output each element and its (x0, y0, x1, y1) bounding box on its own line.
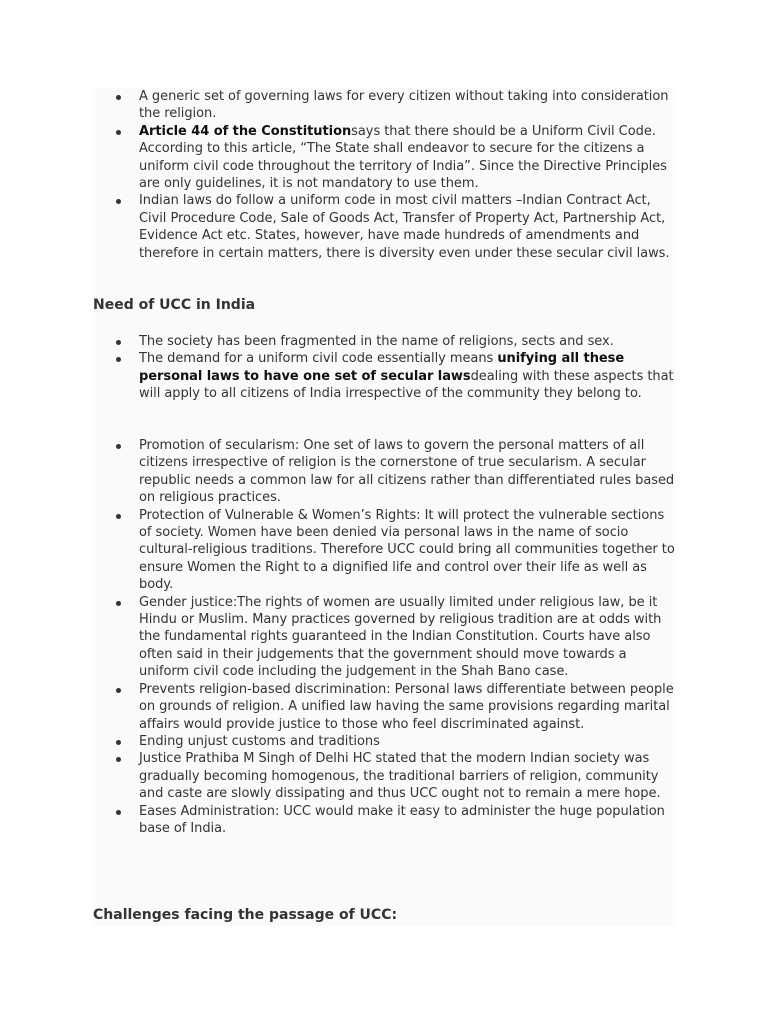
list-item (93, 123, 675, 193)
list-item-text: Prevents religion-based discrimination: Personal laws differentiate between people on grounds of religion. A unified law having the same provisions regarding marital affairs would provide justice to those who feel discriminated against. (139, 681, 674, 732)
list-item-text: Indian laws do follow a uniform code in most civil matters –Indian Contract Act, Civil Procedure Code, Sale of Goods Act, Transfer of Property Act, Partnership Act, Evidence Act etc. States, however, have made hundreds of amendments and therefore in certain matters, there is diversity even under these secular civil laws. (139, 193, 670, 261)
list-item-text: says that there should be a Uniform Civil Code. According to this article, “The State shall endeavor to secure for the citizens a uniform civil code throughout the territory of India”. Since the Directive Principles are only guidelines, it is not mandatory to use them. (139, 123, 667, 192)
list-item-text: Gender justice:The rights of women are usually limited under religious law, be it Hindu or Muslim. Many practices governed by religious tradition are at odds with the fundamental rights guaranteed in the Indian Constitution. Courts have also often said in their judgements that the government should move towards a uniform civil code including the judgement in the Shah Bano case. (139, 594, 662, 680)
list-item (93, 507, 675, 594)
list-item (93, 437, 675, 507)
list-item-text: Protection of Vulnerable & Women’s Rights: It will protect the vulnerable sections of society. Women have been denied via personal laws in the name of socio cultural-religious traditions. Therefore UCC could bring all communities together to ensure Women the Right to a dignified life and control over their life as well as body. (139, 507, 675, 593)
list-item (93, 88, 675, 123)
list-item-text: Promotion of secularism: One set of laws to govern the personal matters of all citizens irrespective of religion is the cornerstone of true secularism. A secular republic needs a common law for all citizens rather than differentiated rules based on religious practices. (139, 438, 675, 506)
list-item (93, 803, 675, 838)
list-item-text: A generic set of governing laws for every citizen without taking into consideration the religion. (139, 89, 669, 122)
list-item (93, 681, 675, 733)
list-item-bold-text: unifying all these personal laws to have one set of secular laws (139, 351, 625, 384)
list-item-text: Justice Prathiba M Singh of Delhi HC stated that the modern Indian society was gradually becoming homogenous, the traditional barriers of religion, community and caste are slowly dissipating and thus UCC ought not to remain a mere hope. (139, 751, 661, 802)
list-item (93, 750, 675, 802)
section-heading-challenges: Challenges facing the passage of UCC: (93, 907, 398, 923)
list-item (93, 333, 675, 350)
list-item-text: The demand for a uniform civil code essentially means (139, 351, 498, 367)
list-item-text: Ending unjust customs and traditions (139, 733, 380, 749)
list-item (93, 594, 675, 681)
section-heading-need: Need of UCC in India (93, 297, 256, 313)
list-item (93, 192, 675, 262)
list-item-text: dealing with these aspects that will apply to all citizens of India irrespective of the community they belong to. (139, 368, 674, 402)
list-item-text: The society has been fragmented in the name of religions, sects and sex. (139, 334, 614, 349)
need-bullet-list-a (93, 333, 675, 403)
list-item-bold-text: Article 44 of the Constitution (139, 123, 352, 139)
list-item (93, 350, 675, 402)
need-bullet-list-b (93, 437, 675, 837)
list-item (93, 733, 675, 750)
intro-bullet-list (93, 88, 675, 262)
document-content (93, 88, 675, 926)
list-item-text: Eases Administration: UCC would make it easy to administer the huge population base of India. (139, 803, 665, 836)
